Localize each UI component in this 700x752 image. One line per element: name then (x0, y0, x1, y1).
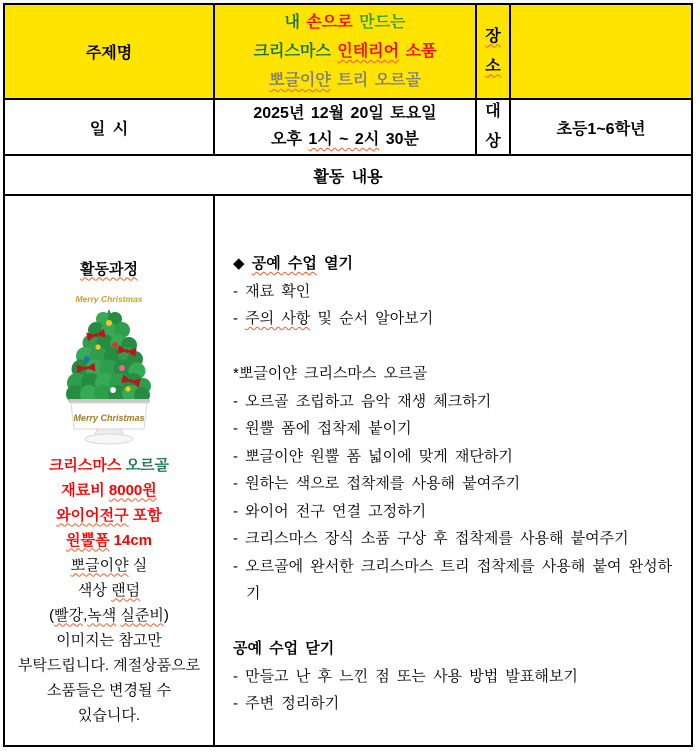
text-line (233, 470, 681, 498)
text-segment: 공예 수업 (251, 255, 317, 272)
text-segment: 색상 (77, 581, 112, 599)
text-line (5, 628, 213, 653)
text-segment: 8000원 (108, 481, 157, 499)
target-value: 초등1~6학년 (556, 120, 646, 138)
text-line (485, 100, 500, 127)
text-segment: 오후 (270, 131, 309, 148)
place-value-cell (511, 5, 691, 98)
text-line (485, 127, 500, 154)
text-line (233, 305, 681, 333)
text-segment: 빨강 (54, 606, 84, 624)
text-segment: , (83, 606, 88, 624)
text-segment: - (233, 310, 246, 327)
text-segment: 만드는 (359, 14, 406, 31)
topper-text: Merry Christmas (75, 293, 143, 304)
text-segment: - 크리스마스 장식 소품 구상 후 접착제를 사용해 붙여주기 (233, 530, 629, 547)
text-line (254, 37, 437, 66)
process-panel (5, 196, 213, 745)
text-segment: 내 (284, 14, 307, 31)
date-line: 2025년 12월 20일 토요일 (253, 105, 437, 122)
subject-label: 주제명 (85, 45, 133, 62)
activity-content-panel (215, 196, 691, 745)
text-segment: 실 (128, 556, 148, 574)
text-segment: - 오르골 조립하고 음악 재생 체크하기 (233, 392, 492, 410)
text-line (5, 553, 213, 578)
text-segment: 인테리어 (337, 43, 400, 60)
text-line (233, 690, 681, 718)
datetime-label-cell (5, 100, 213, 154)
text-segment: ( (49, 606, 55, 624)
text-line (284, 8, 405, 37)
title-cell (215, 5, 475, 98)
text-line (233, 498, 681, 526)
text-line (233, 415, 681, 443)
text-segment: 녹색 (87, 606, 117, 624)
product-info (5, 453, 213, 728)
text-line (233, 360, 681, 388)
text-segment: - 만들고 난 후 느낀 점 또는 사용 방법 발표해보기 (233, 667, 578, 685)
text-segment: 및 순서 알아보기 (310, 310, 434, 327)
text-segment: 원뿔폼 (65, 531, 110, 549)
text-line (5, 478, 213, 503)
text-line (269, 66, 421, 95)
text-segment: 부탁드립니다. 계절상품으로 (17, 656, 201, 674)
text-segment: 상 (485, 133, 501, 150)
text-segment: 1시 ~ 2시 (308, 131, 380, 148)
pedestal-foot (85, 434, 133, 444)
text-segment: 14cm (109, 531, 153, 549)
text-line (233, 553, 681, 608)
process-label: 활동과정 (80, 260, 138, 278)
text-line (233, 525, 681, 553)
subject-label-cell (5, 5, 213, 98)
text-line (5, 653, 213, 678)
section-header: 활동 내용 (313, 168, 383, 186)
text-segment: 뽀글이얀 (70, 556, 129, 574)
text-line (233, 250, 681, 278)
text-line (5, 528, 213, 553)
time-line (271, 127, 419, 153)
text-segment: 재료비 (61, 481, 109, 499)
text-segment: 랜덤 (111, 581, 141, 599)
text-line (485, 52, 500, 82)
text-line (5, 453, 213, 478)
text-segment: - 오르골에 완서한 크리스마스 트리 접착제를 사용해 붙여 완성하기 (233, 557, 673, 602)
text-segment: 대 (485, 103, 501, 120)
text-segment: 오르골 (125, 456, 170, 474)
text-segment: 소 (485, 57, 501, 75)
text-segment: ) (163, 606, 169, 624)
text-segment: 장 (485, 27, 501, 45)
text-line (233, 278, 681, 306)
section-header-cell (5, 156, 691, 194)
place-label-cell (477, 5, 509, 98)
text-segment: 포함 (128, 506, 162, 524)
text-line (5, 578, 213, 603)
text-line (5, 678, 213, 703)
text-segment: ◆ (233, 255, 252, 272)
text-line (5, 603, 213, 628)
text-segment: 뽀글이얀 (269, 72, 331, 89)
text-segment: 공예 수업 닫기 (233, 640, 335, 657)
text-line (233, 388, 681, 416)
text-line (233, 608, 681, 636)
target-value-cell (511, 100, 691, 154)
text-segment: 손으로 (306, 14, 360, 31)
text-line (233, 443, 681, 471)
text-segment: - 원뿔 폼에 접착제 붙이기 (233, 420, 412, 437)
text-segment: 열기 (316, 255, 353, 272)
text-segment: 크리스마스 (48, 456, 126, 474)
text-segment: - 주변 정리하기 (233, 695, 340, 712)
text-segment: 주의 사항 (245, 310, 311, 327)
text-line (485, 22, 500, 52)
target-label-cell (477, 100, 509, 154)
datetime-value-cell (215, 100, 475, 154)
text-segment: 30분 (379, 131, 419, 148)
text-line (233, 663, 681, 691)
text-line (233, 333, 681, 361)
text-segment: 소품 (399, 43, 437, 60)
datetime-label: 일 시 (89, 120, 129, 138)
christmas-tree-music-box-photo (51, 289, 167, 445)
text-segment: - 재료 확인 (233, 282, 311, 300)
text-segment: 실준비 (120, 606, 164, 624)
notice-table (3, 3, 693, 747)
text-segment: - 뽀글이얀 원뿔 폼 넓이에 맞게 재단하기 (233, 447, 513, 465)
text-segment: 크리스마스 (253, 43, 338, 60)
text-line (233, 635, 681, 663)
text-line (5, 703, 213, 728)
text-segment: - 원하는 색으로 접착제를 사용해 붙여주기 (233, 475, 521, 492)
text-segment: 와이어전구 (56, 506, 129, 524)
text-segment: 이미지는 참고만 (56, 631, 162, 649)
base-text: Merry Christmas (73, 412, 145, 423)
text-segment: 소품들은 변경될 수 (46, 681, 172, 699)
text-line (5, 503, 213, 528)
text-line (271, 127, 419, 153)
text-segment: 트리 오르골 (330, 72, 421, 89)
text-segment: 있습니다. (77, 706, 141, 724)
text-segment: - 와이어 전구 연결 고정하기 (233, 502, 427, 520)
text-segment: *뽀글이얀 크리스마스 오르골 (233, 365, 428, 382)
